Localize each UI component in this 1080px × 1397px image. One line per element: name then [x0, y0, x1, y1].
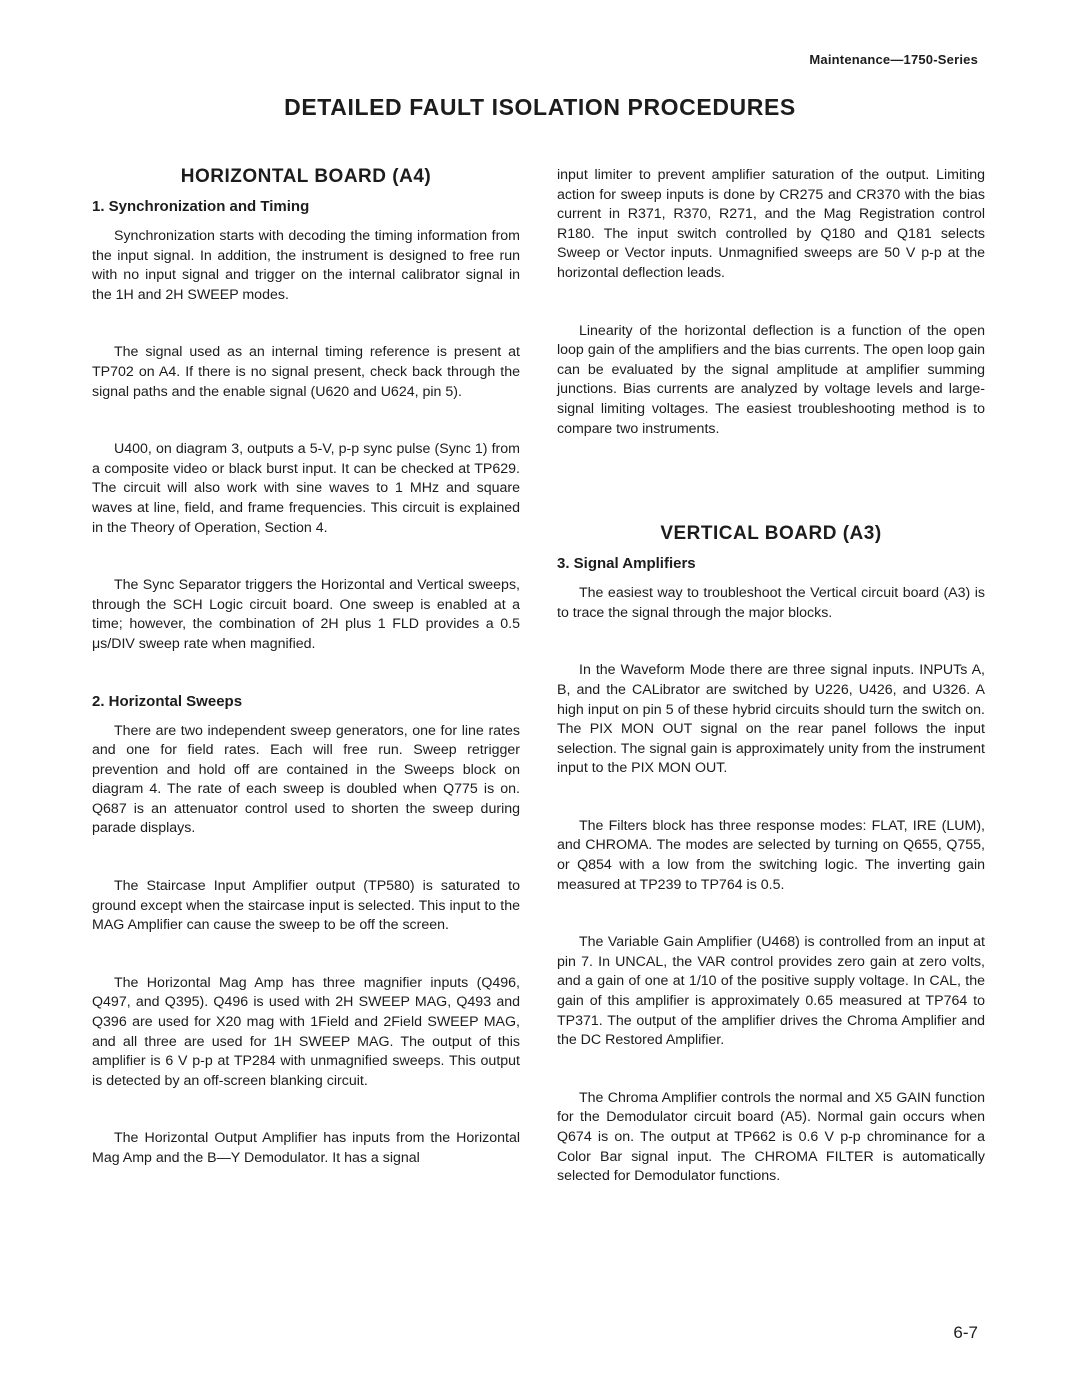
paragraph: The Horizontal Output Amplifier has inputs from the Horizontal Mag Amp and the B—Y Demodulator. It has a signal: [92, 1130, 520, 1166]
subheading-signal-amplifiers: 3. Signal Amplifiers: [557, 555, 696, 573]
paragraph: U400, on diagram 3, outputs a 5-V, p-p sync pulse (Sync 1) from a composite video or black burst input. It can be checked at TP629. The circuit will also work with sine waves to 1 MHz and square waves at line, field, and frame frequencies. This circuit is explained in the Theory of Operation, Section 4.: [92, 441, 520, 536]
paragraph: In the Waveform Mode there are three signal inputs. INPUTs A, B, and the CALibrator are switched by U226, U426, and U326. A high input on pin 5 of these hybrid circuits should turn the switch on. The PIX MON OUT signal on the rear panel follows the input selection. The signal gain is approximately unity from the instrument input to the PIX MON OUT.: [557, 662, 985, 777]
paragraph: input limiter to prevent amplifier saturation of the output. Limiting action for sweep inputs is done by CR275 and CR370 with the bias current in R371, R370, R271, and the Mag Registration control R180. The input switch controlled by Q180 and Q181 selects Sweep or Vector inputs. Unmagnified sweeps are 50 V p-p at the horizontal deflection leads.: [557, 167, 985, 281]
left-column: [92, 166, 520, 1169]
paragraph: The Horizontal Mag Amp has three magnifier inputs (Q496, Q497, and Q395). Q496 is used with 2H SWEEP MAG, Q493 and Q396 are used for X20 mag with 1Field and 2Field SWEEP MAG, and all three are used for 1H SWEEP MAG. The output of this amplifier is 6 V p-p at TP284 with unmagnified sweeps. This output is detected by an off-screen blanking circuit.: [92, 974, 520, 1089]
paragraph: The signal used as an internal timing reference is present at TP702 on A4. If there is no signal present, check back through the signal paths and the enable signal (U620 and U624, pin 5).: [92, 344, 520, 400]
running-header: Maintenance—1750-Series: [809, 52, 978, 67]
section-heading-vertical-board: VERTICAL BOARD (A3): [660, 523, 882, 545]
paragraph: The Filters block has three response modes: FLAT, IRE (LUM), and CHROMA. The modes are selected by turning on Q655, Q755, or Q854 with a low from the switching logic. The inverting gain measured at TP239 to TP764 is 0.5.: [557, 817, 985, 893]
paragraph: The Variable Gain Amplifier (U468) is controlled from an input at pin 7. In UNCAL, the VAR control provides zero gain at zero volts, and a gain of one at 1/10 of the positive supply voltage. In CAL, the gain of this amplifier is approximately 0.65 measured at TP764 to TP371. The output of the amplifier drives the Chroma Amplifier and the DC Restored Amplifier.: [557, 934, 985, 1049]
section-heading-horizontal-board: HORIZONTAL BOARD (A4): [180, 166, 432, 187]
right-column: [557, 166, 985, 1187]
page-title: DETAILED FAULT ISOLATION PROCEDURES: [284, 94, 796, 120]
page-number: 6-7: [953, 1323, 978, 1342]
paragraph: The easiest way to troubleshoot the Vertical circuit board (A3) is to trace the signal through the major blocks.: [557, 585, 985, 621]
paragraph: There are two independent sweep generators, one for line rates and one for field rates. Each will free run. Sweep retrigger prevention and hold off are contained in the Sweeps block on diagram 4. The rate of each sweep is doubled when Q775 is on. Q687 is an attenuator control used to shorten the sweep during parade displays.: [92, 722, 520, 837]
paragraph: The Sync Separator triggers the Horizontal and Vertical sweeps, through the SCH Logic circuit board. One sweep is enabled at a time; however, the combination of 2H plus 1 FLD provides a 0.5 μs/DIV sweep rate when magnified.: [92, 577, 520, 652]
subheading-horizontal-sweeps: 2. Horizontal Sweeps: [92, 692, 243, 710]
paragraph: Synchronization starts with decoding the timing information from the input signal. In addition, the instrument is designed to free run with no input signal and trigger on the internal calibrator signal in the 1H and 2H SWEEP modes.: [92, 228, 520, 303]
paragraph: The Chroma Amplifier controls the normal and X5 GAIN function for the Demodulator circuit board (A5). Normal gain occurs when Q674 is on. The output at TP662 is 0.6 V p-p chrominance for a Color Bar signal input. The CHROMA FILTER is automatically selected for Demodulator functions.: [557, 1089, 985, 1185]
paragraph: The Staircase Input Amplifier output (TP580) is saturated to ground except when the staircase input is selected. This input to the MAG Amplifier can cause the sweep to be off the screen.: [92, 878, 520, 934]
paragraph: Linearity of the horizontal deflection is a function of the open loop gain of the amplifiers and the bias currents. The open loop gain can be evaluated by the signal amplitude at amplifier summing junctions. Bias currents are analyzed by voltage levels and large-signal limiting voltages. The easiest troubleshooting method is to compare two instruments.: [557, 322, 985, 437]
subheading-synchronization-timing: 1. Synchronization and Timing: [92, 198, 310, 215]
